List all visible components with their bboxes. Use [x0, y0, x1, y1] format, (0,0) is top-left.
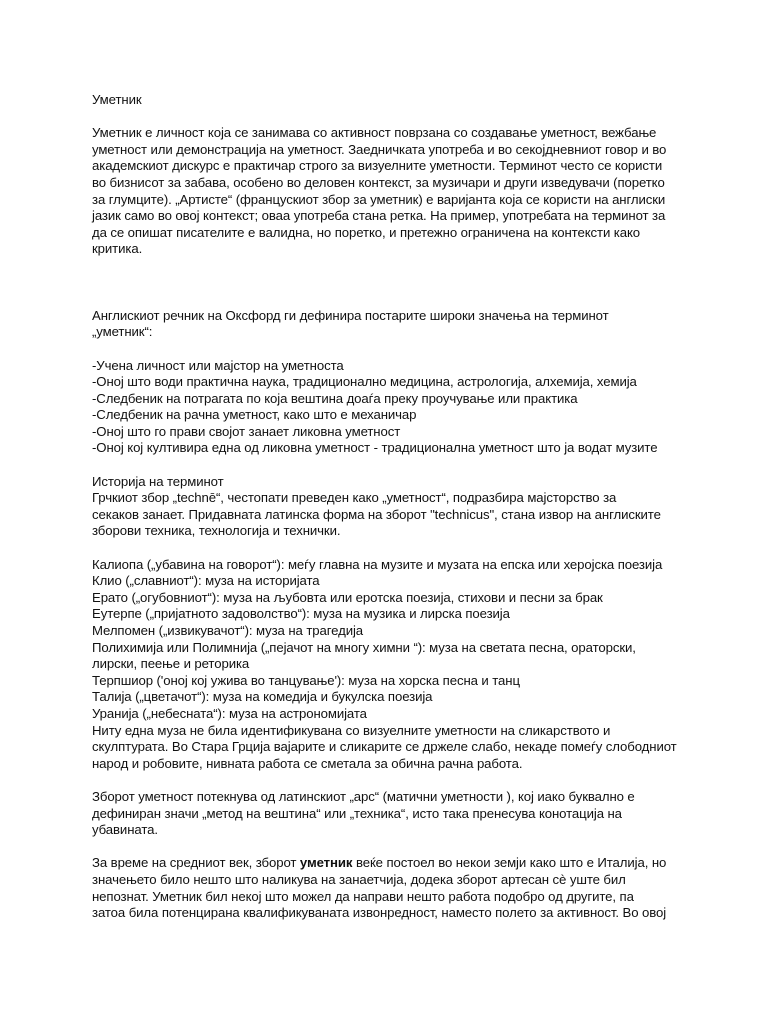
document-title: Уметник — [92, 92, 142, 107]
text-line: непознат. Уметник бил некој што можел да направи нешто работа подобро од другите, па — [92, 888, 634, 904]
text-line: секаков занает. Придавната латинска форма на зборот "technicus", стана извор на англиските — [92, 506, 661, 522]
text-line: „уметник“: — [92, 324, 153, 340]
muse-item: Клио („славниот“): муза на историјата — [92, 573, 320, 589]
text-line: Ниту една муза не била идентификувана со визуелните уметности на сликарството и — [92, 722, 611, 738]
muse-item: Талија („цветачот“): муза на комедија и букулска поезија — [92, 689, 433, 705]
muse-item: Мелпомен („извикувачот“): муза на трагедија — [92, 623, 364, 639]
text-line — [92, 855, 688, 872]
definitions-list — [92, 358, 688, 458]
intro-paragraph — [92, 125, 688, 258]
muse-item: лирски, пеење и реторика — [92, 656, 250, 672]
muse-item: Терпшиор ('оној кој ужива во танцување'): муза на хорска песна и танц — [92, 672, 520, 688]
text-line: Уметник е личност која се занимава со активност поврзана со создавање уметност, вежбање — [92, 125, 657, 141]
text-line: дефиниран значи „метод на вештина“ или „техника“, исто така пренесува конотација на — [92, 805, 622, 821]
text-line: затоа била потенцирана квалификуваната извонредност, наместо полето за активност. Во овој — [92, 905, 667, 921]
text-line: јазик само во овој контекст; оваа употреба стана ретка. На пример, употребата на терминот за — [92, 208, 666, 224]
text-line: убавината. — [92, 822, 158, 838]
history-heading: Историја на терминот — [92, 473, 224, 489]
muse-item: Уранија („небесната“): муза на астрономијата — [92, 705, 367, 721]
definition-item: -Оној што води практична наука, традиционално медицина, астрологија, алхемија, хемија — [92, 374, 637, 390]
muse-item: Калиопа („убавина на говорот“): меѓу главна на музите и музата на епска или херојска поезија — [92, 556, 663, 572]
text-line: за глумците). „Артисте“ (францускиот збор за уметник) е варијанта која се користи на англиски — [92, 191, 666, 207]
text-line: Англискиот речник на Оксфорд ги дефинира постарите широки значења на терминот — [92, 307, 609, 323]
muses-list — [92, 557, 688, 773]
text-line: во бизнисот за забава, особено во деловен контекст, за музичари и други изведувачи (поретко — [92, 174, 665, 190]
text-line: значењето било нешто што наликува на занаетчија, додека зборот артесан сè уште бил — [92, 871, 626, 887]
emphasized-term: уметник — [299, 855, 353, 871]
definition-item: -Оној кој култивира една од ликовна уметност - традиционална уметност што ја водат музите — [92, 440, 658, 456]
text-line: уметност или демонстрација на уметност. Заедничката употреба и во секојдневниот говор и во — [92, 141, 667, 157]
middle-ages-paragraph — [92, 855, 688, 921]
text-line: зборови техника, технологија и технички. — [92, 523, 341, 539]
text-line: академскиот дискурс е практичар строго за визуелните уметности. Терминот често се користи — [92, 158, 663, 174]
text-line: скулптурата. Во Стара Грција вајарите и сликарите се држеле слабо, некаде помеѓу слободниот — [92, 739, 677, 755]
muse-item: Ерато („огубовниот“): муза на љубовта или еротска поезија, стихови и песни за брак — [92, 589, 603, 605]
text-run: веќе постоел во некои земји како што е Италија, но — [352, 855, 667, 871]
text-line: народ и робовите, нивната работа се сметала за обична рачна работа. — [92, 755, 523, 771]
muse-item: Полихимија или Полимнија („пејачот на многу химни “): муза на светата песна, ораторски, — [92, 639, 636, 655]
text-line: Зборот уметност потекнува од латинскиот „арс“ (матични уметности ), кој иако буквално е — [92, 788, 635, 804]
definition-item: -Учена личност или мајстор на уметноста — [92, 357, 344, 373]
definition-item: -Следбеник на рачна уметност, како што е механичар — [92, 407, 417, 423]
text-line: критика. — [92, 241, 143, 257]
text-line: Грчкиот збор „technē“, честопати преведен како „уметност“, подразбира мајсторство за — [92, 490, 617, 506]
ars-paragraph — [92, 789, 688, 839]
muse-item: Еутерпе („пријатното задоволство“): муза на музика и лирска поезија — [92, 606, 510, 622]
history-section — [92, 474, 688, 540]
text-run: За време на средниот век, зборот — [92, 855, 300, 871]
definition-item: -Оној што го прави својот занает ликовна уметност — [92, 423, 401, 439]
oxford-intro-paragraph — [92, 308, 688, 341]
text-line: да се опишат писателите е валидна, но поретко, и претежно ограничена на контексти како — [92, 224, 641, 240]
definition-item: -Следбеник на потрагата по која вештина доаѓа преку проучување или практика — [92, 390, 578, 406]
